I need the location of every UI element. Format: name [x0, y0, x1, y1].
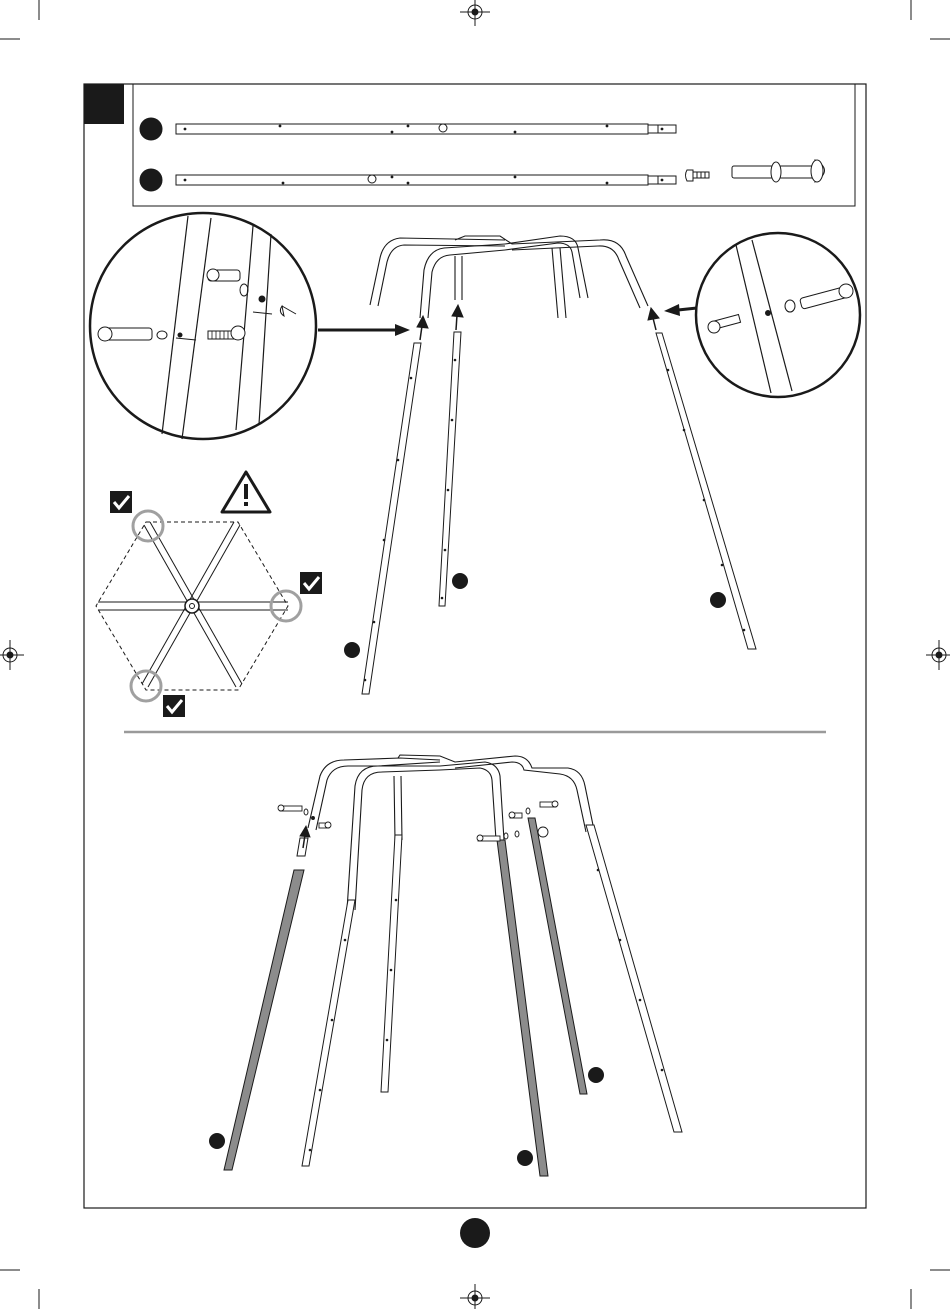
bolt-set-bottom-left: [278, 805, 331, 848]
checkmark-icon: [300, 572, 322, 594]
swing-frame-bottom: [308, 755, 594, 910]
leg-left: [362, 343, 421, 694]
leg-middle: [439, 332, 461, 606]
barrel-bolt-icon: [732, 160, 825, 182]
part-marker-leg-mid: [452, 573, 468, 589]
step-badge: [84, 84, 124, 124]
leg-bottom-gray-right2: [528, 818, 587, 1094]
registration-mark-icon: [926, 640, 950, 670]
detail-circle-left: [90, 213, 316, 439]
leg-right: [656, 333, 756, 649]
bolt-set-bottom-right: [477, 801, 558, 841]
leg-bottom-white-left: [302, 900, 355, 1166]
registration-mark-icon: [0, 640, 24, 670]
parts-box: [133, 84, 855, 206]
registration-mark-icon: [460, 1284, 490, 1309]
warning-triangle-icon: [222, 472, 270, 512]
leg-bottom-gray-left: [224, 838, 308, 1170]
long-bar-a: [140, 118, 676, 140]
arrow-left-detail: [318, 324, 410, 336]
insert-arrows: [417, 305, 659, 340]
arrow-right-detail: [664, 304, 697, 316]
leg-bottom-gray-right1: [497, 840, 548, 1176]
part-marker-leg-left: [344, 642, 360, 658]
part-marker-bottom-right: [588, 1067, 604, 1083]
registration-mark-icon: [460, 0, 490, 26]
part-marker-bottom-left: [209, 1133, 225, 1149]
page-number-badge: [460, 1218, 490, 1248]
part-marker-bottom-mid: [517, 1150, 533, 1166]
long-bar-b: [140, 169, 676, 191]
part-marker: [140, 169, 162, 191]
part-marker-leg-right: [710, 592, 726, 608]
swing-frame-top: [370, 236, 648, 318]
leg-bottom-center: [381, 835, 402, 1092]
part-marker: [140, 118, 162, 140]
checkmark-icon: [110, 491, 132, 513]
detail-circle-right: [696, 233, 860, 397]
checkmark-icon: [163, 695, 185, 717]
leg-bottom-white-right: [586, 825, 682, 1132]
top-view-hexagon: [96, 511, 301, 701]
screw-icon: [686, 170, 710, 181]
